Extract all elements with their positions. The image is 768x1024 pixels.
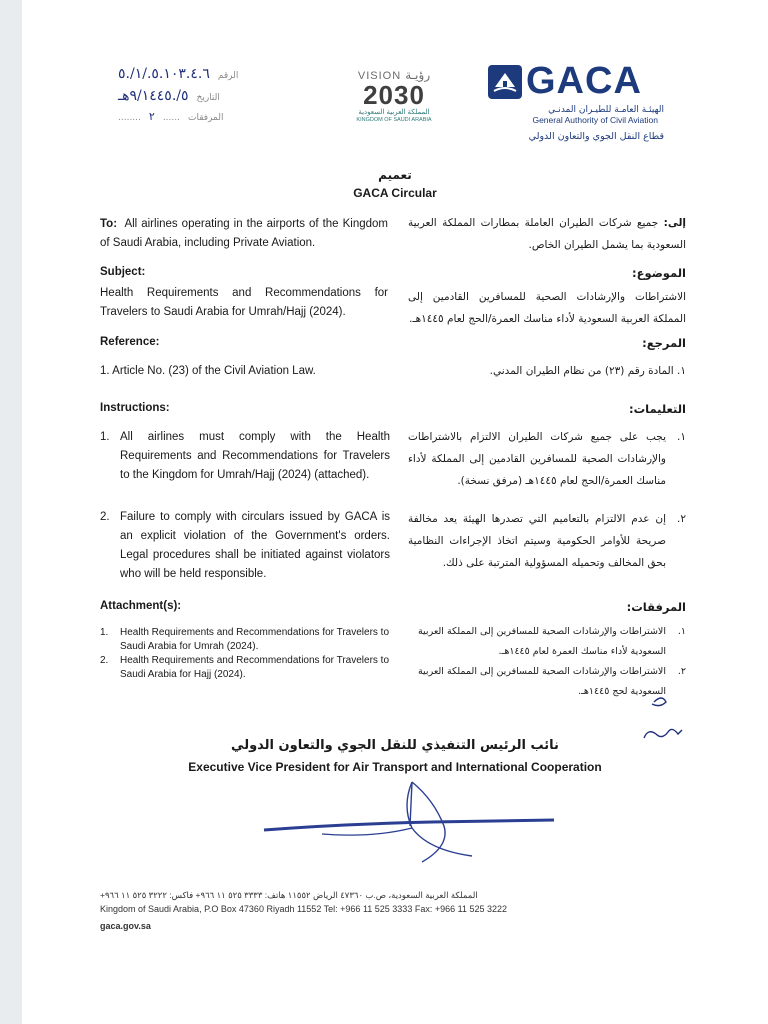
ref-number-label: الرقم bbox=[217, 71, 239, 81]
attachments-label: المرفقات bbox=[187, 113, 224, 123]
circular-title bbox=[22, 168, 768, 200]
circular-title-ar: تعميم bbox=[378, 168, 412, 182]
subject-text-ar: الاشتراطات والإرشادات الصحية للمسافرين القادمين إلى المملكة العربية السعودية لأداء مناسك العمرة/الحج لعام ١٤٤٥هـ. bbox=[408, 291, 686, 325]
instruction-2-num-ar: ٢. bbox=[677, 513, 686, 525]
reference-item-en: 1. Article No. (23) of the Civil Aviation Law. bbox=[100, 365, 316, 377]
instruction-1-text-ar: يجب على جميع شركات الطيران الالتزام بالاشتراطات والإرشادات الصحية للمسافرين القادمين إلى المملكة لأداء مناسك العمرة/الحج لعام ١٤٤٥هـ (مرفق نسخة). bbox=[408, 431, 666, 487]
ref-number-value: ٥.١٠٣.٤.٦./١/.٥ bbox=[118, 66, 210, 82]
vision-arabic-label: رؤيـة bbox=[405, 68, 431, 82]
circular-title-en: GACA Circular bbox=[353, 186, 437, 200]
attachment-1-ar: ١. الاشتراطات والإرشادات الصحية للمسافرين إلى المملكة العربية السعودية لأداء مناسك العمرة لعام ١٤٤٥هـ. bbox=[408, 622, 686, 662]
instruction-2-en bbox=[100, 508, 390, 584]
instruction-1-num-ar: ١. bbox=[677, 431, 686, 443]
vision-label: VISION bbox=[357, 70, 402, 82]
instruction-2-num-en: 2. bbox=[100, 511, 110, 523]
sector-name-ar: قطاع النقل الجوي والتعاون الدولي bbox=[528, 131, 664, 142]
to-label-en: To: bbox=[100, 218, 118, 230]
footer-address-ar: المملكة العربية السعودية، ص.ب ٤٧٣٦٠ الرياض ١١٥٥٢ هاتف: ٣٣٣٣ ٥٢٥ ١١ ٩٦٦+ فاكس: ٣٢٢٢ ٥٢٥ ١١ ٩٦٦+ bbox=[100, 890, 478, 900]
signatory-title-ar: نائب الرئيس التنفيذي للنقل الجوي والتعاون الدولي bbox=[231, 738, 559, 753]
date-value: ٥/.٩/١٤٤٥هـ bbox=[118, 88, 189, 104]
attachments-value: ٢ bbox=[148, 110, 155, 123]
instruction-1-ar bbox=[408, 426, 686, 492]
subject-label-en: Subject: bbox=[100, 266, 146, 278]
reference-label-en: Reference: bbox=[100, 336, 160, 348]
date-label: التاريخ bbox=[196, 93, 220, 103]
attachment-1-en: 1. Health Requirements and Recommendations for Travelers to Saudi Arabia for Umrah (2024). bbox=[100, 627, 390, 652]
instruction-1-num-en: 1. bbox=[100, 431, 110, 443]
gaca-name-en: General Authority of Civil Aviation bbox=[532, 115, 658, 125]
attachment-2-text-en: Health Requirements and Recommendations for Travelers to Saudi Arabia for Hajj (2024). bbox=[120, 655, 390, 680]
reference-block: ٥.١٠٣.٤.٦./١/.٥ الرقم ٥/.٩/١٤٤٥هـ التاريخ ........ ٢ ...... المرفقات bbox=[118, 66, 239, 123]
instruction-1-en bbox=[100, 428, 390, 485]
instruction-2-text-ar: إن عدم الالتزام بالتعاميم التي تصدرها الهيئة يعد مخالفة صريحة للأوامر الحكومية وسيتم اتخاذ الإجراءات النظامية بحق المخالف وتحميله المسؤولية المترتبة على ذلك. bbox=[408, 513, 666, 569]
gaca-logo bbox=[488, 60, 678, 142]
attachment-2-ar: ٢. الاشتراطات والإرشادات الصحية للمسافرين إلى المملكة العربية السعودية لحج ١٤٤٥هـ. bbox=[408, 662, 686, 702]
footer-website: gaca.gov.sa bbox=[100, 921, 151, 931]
subject-text-en: Health Requirements and Recommendations for Travelers to Saudi Arabia for Umrah/Hajj (2024). bbox=[100, 287, 388, 318]
vision-kingdom-ar: المملكة العربية السعودية bbox=[358, 109, 430, 116]
attachment-1-text-ar: الاشتراطات والإرشادات الصحية للمسافرين إلى المملكة العربية السعودية لأداء مناسك العمرة لعام ١٤٤٥هـ. bbox=[417, 626, 666, 657]
instruction-2-text-en: Failure to comply with circulars issued by GACA is an explicit violation of the Government's orders. Legal procedures shall be initiated against violators who will be held responsible. bbox=[120, 511, 390, 580]
instruction-2-ar bbox=[408, 508, 686, 574]
attachments-label-ar: المرفقات: bbox=[626, 600, 686, 614]
gaca-name-ar: الهيئـة العامـة للطيـران المدنـي bbox=[548, 105, 664, 115]
attachment-2-text-ar: الاشتراطات والإرشادات الصحية للمسافرين إلى المملكة العربية السعودية لحج ١٤٤٥هـ. bbox=[417, 666, 666, 697]
attachment-2-en: 2. Health Requirements and Recommendations for Travelers to Saudi Arabia for Hajj (2024). bbox=[100, 655, 390, 680]
to-label-ar: إلى: bbox=[663, 217, 687, 229]
gaca-wordmark: GACA bbox=[526, 60, 642, 102]
gaca-emblem-icon bbox=[488, 65, 522, 99]
instruction-1-text-en: All airlines must comply with the Health Requirements and Recommendations for Travelers to the Kingdom for Umrah/Hajj (2024) (attached). bbox=[120, 431, 390, 481]
instructions-label-en: Instructions: bbox=[100, 402, 170, 414]
footer-address-en: Kingdom of Saudi Arabia, P.O Box 47360 Riyadh 11552 Tel: +966 11 525 3333 Fax: +966 11 525 3222 bbox=[100, 904, 507, 914]
to-ar bbox=[408, 212, 686, 256]
signatory-title-en: Executive Vice President for Air Transport and International Cooperation bbox=[188, 760, 602, 774]
document-page bbox=[22, 0, 768, 1024]
reference-item-ar: ١. المادة رقم (٢٣) من نظام الطيران المدني. bbox=[489, 365, 686, 377]
subject-label-ar: الموضوع: bbox=[632, 266, 686, 280]
attachment-1-text-en: Health Requirements and Recommendations for Travelers to Saudi Arabia for Umrah (2024). bbox=[120, 627, 390, 652]
to-text-ar: جميع شركات الطيران العاملة بمطارات المملكة العربية السعودية بما يشمل الطيران الخاص. bbox=[408, 217, 686, 251]
to-text-en: All airlines operating in the airports of the Kingdom of Saudi Arabia, including Private Aviation. bbox=[100, 218, 388, 249]
vision-2030-logo bbox=[344, 68, 444, 124]
attachments-label-en: Attachment(s): bbox=[100, 600, 182, 612]
vision-kingdom-en: KINGDOM OF SAUDI ARABIA bbox=[356, 117, 432, 123]
instructions-label-ar: التعليمات: bbox=[628, 402, 686, 416]
reference-label-ar: المرجع: bbox=[642, 336, 686, 350]
vision-year: 2030 bbox=[363, 80, 425, 110]
signature bbox=[262, 776, 562, 868]
to-en bbox=[100, 215, 388, 253]
